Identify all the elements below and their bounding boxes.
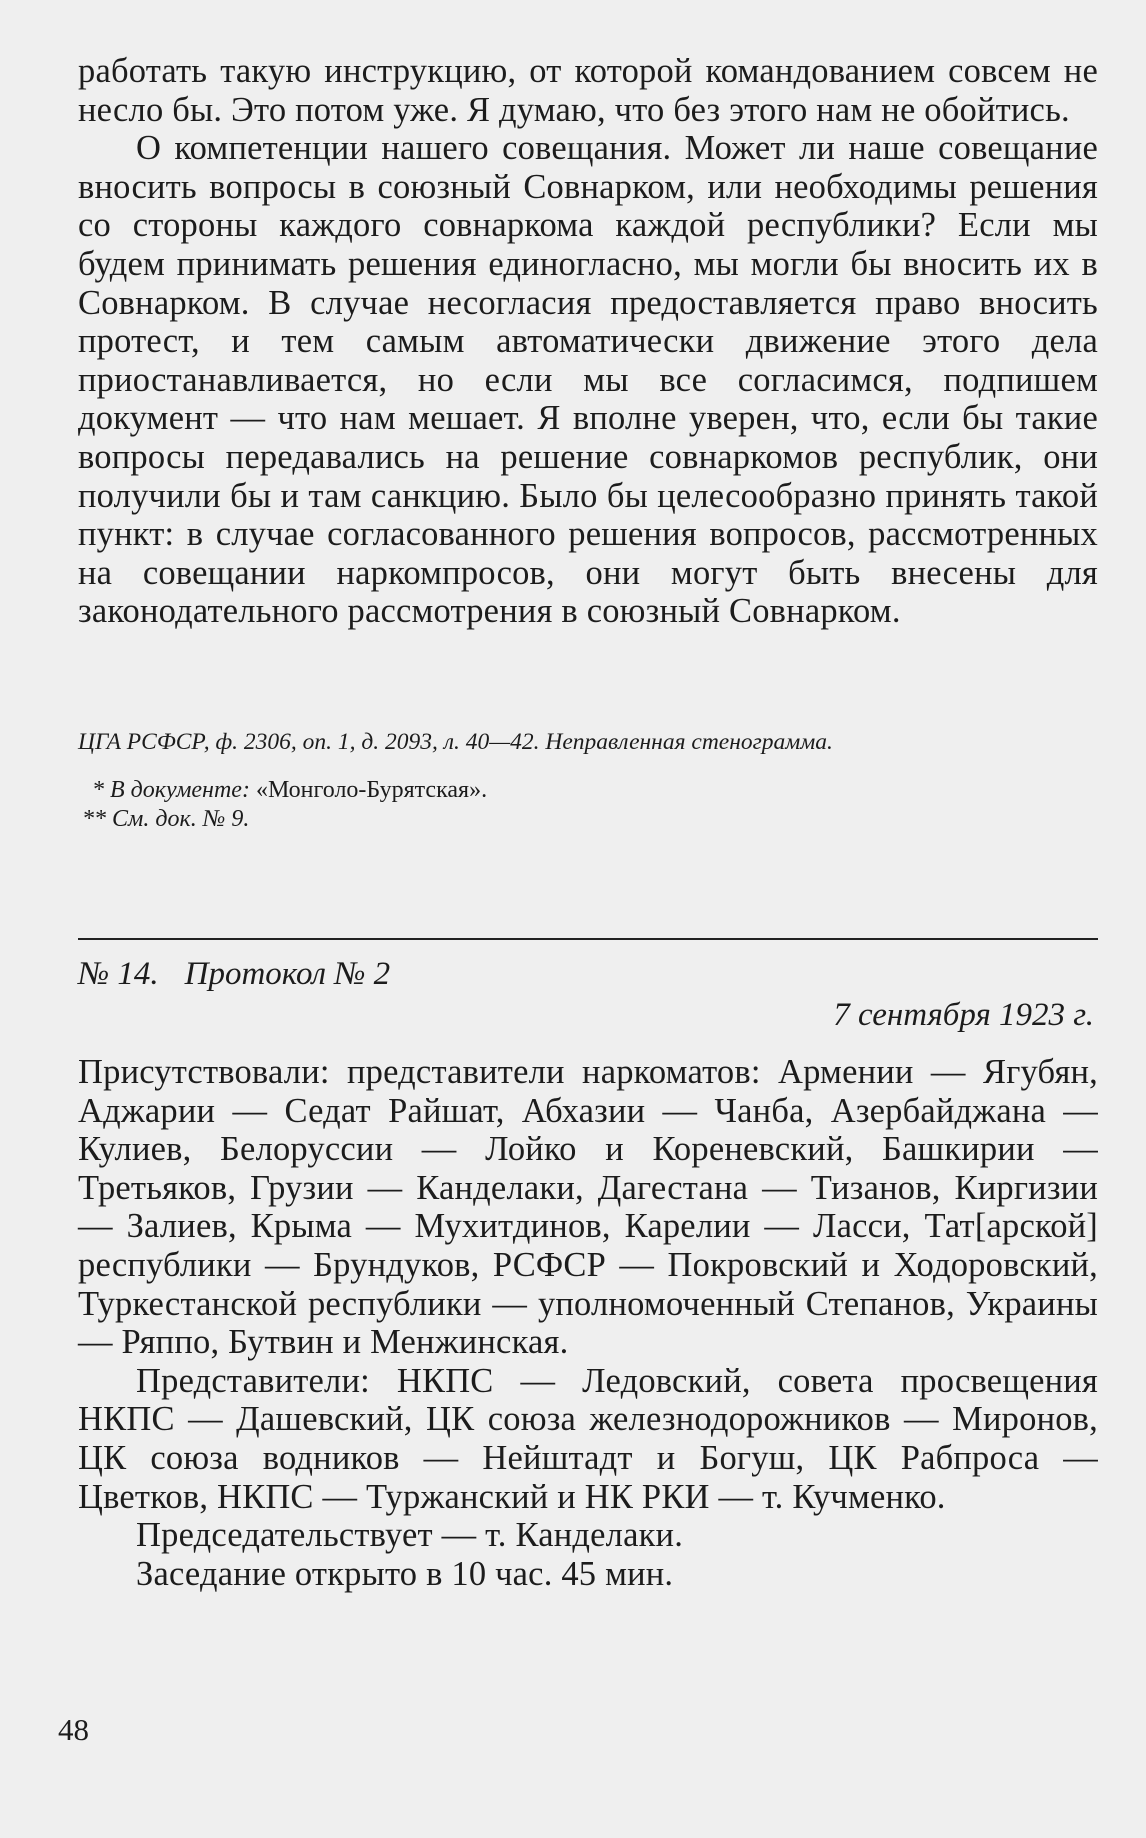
- attendees-paragraph: Присутствовали: представители наркоматов: Армении — Ягубян, Аджарии — Седат Райшат, Абхазии — Чанба, Азербайджана — Кулиев, Белоруссии — Лойко и Кореневский, Башкирии — Третьяков, Грузии — Канделаки, Дагестана — Тизанов, Киргизии — Залиев, Крыма — Мухитдинов, Карелии — Ласси, Тат[арской] республики — Брундуков, РСФСР — Покровский и Ходоровский, Туркестанской республики — уполномоченный Степанов, Украины — Ряппо, Бутвин и Менжинская.: [78, 1053, 1098, 1362]
- paragraph-competence: О компетенции нашего совещания. Может ли наше совещание вносить вопросы в союзный Совнарком, или необходимы решения со стороны каждого совнаркома каждой республики? Если мы будем принимать решения единогласно, мы могли бы вносить их в Совнарком. В случае несогласия предоставляется право вносить протест, и тем самым автоматически движение этого дела приостанавливается, но если мы все согласимся, подпишем документ — что нам мешает. Я вполне уверен, что, если бы такие вопросы передавались на решение совнаркомов республик, они получили бы и там санкцию. Было бы целесообразно принять такой пункт: в случае согласованного решения вопросов, рассмотренных на совещании наркомпросов, они могут быть внесены для законодательного рассмотрения в союзный Совнарком.: [78, 129, 1098, 631]
- document-heading: [78, 954, 1098, 994]
- footnote-1: [78, 776, 1098, 805]
- document-title: Протокол № 2: [184, 956, 391, 992]
- footnote-1-quote: «Монголо-Бурятская».: [255, 777, 488, 803]
- footnotes: [78, 776, 1098, 834]
- continued-speech: [78, 52, 1098, 631]
- footnote-1-prefix: * В документе:: [92, 777, 250, 803]
- page-number: 48: [58, 1712, 89, 1747]
- document-number: № 14.: [78, 956, 159, 992]
- protocol-body: [78, 1053, 1098, 1593]
- footnote-2: ** См. док. № 9.: [82, 806, 250, 832]
- representatives-paragraph: Представители: НКПС — Ледовский, совета просвещения НКПС — Дашевский, ЦК союза железнодорожников — Миронов, ЦК союза водников — Нейштадт и Богуш, ЦК Рабпроса — Цветков, НКПС — Туржанский и НК РКИ — т. Кучменко.: [78, 1361, 1098, 1516]
- source-reference: [78, 727, 1098, 757]
- document-date: 7 сентября 1923 г.: [833, 997, 1094, 1033]
- document-title-line: [78, 954, 1098, 994]
- section-divider: [78, 938, 1098, 940]
- paragraph-continuation: работать такую инструкцию, от которой командованием совсем не несло бы. Это потом уже. Я думаю, что без этого нам не обойтись.: [78, 52, 1098, 129]
- document-date-block: [78, 995, 1098, 1035]
- opening-time-line: Заседание открыто в 10 час. 45 мин.: [136, 1554, 674, 1593]
- chairman-line: Председательствует — т. Канделаки.: [136, 1516, 684, 1555]
- archive-citation: ЦГА РСФСР, ф. 2306, оп. 1, д. 2093, л. 40—42. Неправленная стенограмма.: [78, 729, 833, 755]
